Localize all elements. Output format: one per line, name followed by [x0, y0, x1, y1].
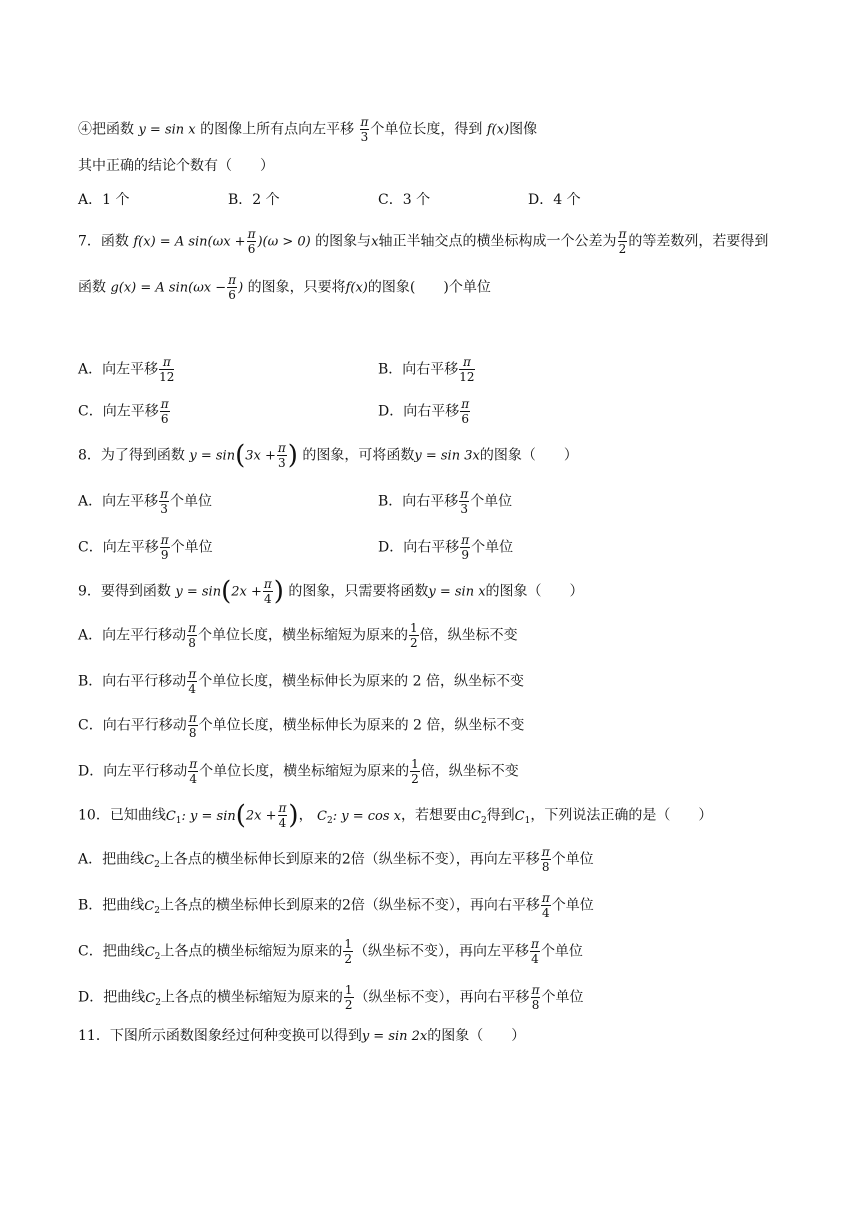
- q8-option-c: C．向左平移 $\frac{\pi}{9}$ 个单位: [78, 533, 213, 562]
- q10-option-a: A．把曲线$C_2$上各点的横坐标伸长到原来的2倍（纵坐标不变），再向左平移 $\frac{\pi}{8}$ 个单位: [78, 845, 594, 874]
- fraction: $\frac{\pi}{6}$: [160, 397, 169, 426]
- fraction: $\frac{\pi}{8}$: [188, 711, 197, 740]
- q9-option-d: D．向左平行移动 $\frac{\pi}{4}$ 个单位长度，横坐标缩短为原来的 $\frac{1}{2}$ 倍，纵坐标不变: [78, 757, 519, 786]
- q8-option-a: A．向左平移 $\frac{\pi}{3}$ 个单位: [78, 487, 213, 516]
- fraction: $\frac{\pi}{4}$: [263, 577, 272, 606]
- fraction: $\frac{\pi}{12}$: [159, 355, 175, 384]
- fraction: $\frac{\pi}{6}$: [461, 397, 470, 426]
- fraction: $\frac{\pi}{12}$: [459, 355, 475, 384]
- q7-option-d: D．向右平移 $\frac{\pi}{6}$: [378, 397, 470, 426]
- q10-option-c: C．把曲线$C_2$上各点的横坐标缩短为原来的 $\frac{1}{2}$ （纵坐标不变），再向左平移 $\frac{\pi}{4}$ 个单位: [78, 937, 583, 966]
- q7-option-a: A．向左平移 $\frac{\pi}{12}$: [78, 355, 175, 384]
- math-expr: y = sin: [175, 584, 222, 600]
- fraction: $\frac{\pi}{3}$: [277, 441, 286, 470]
- q6-option-c: C．3 个: [378, 192, 431, 208]
- fraction: $\frac{1}{2}$: [410, 621, 418, 650]
- math-expr: f(x) = A sin(ωx +: [133, 234, 246, 250]
- q7-option-c: C．向左平移 $\frac{\pi}{6}$: [78, 397, 169, 426]
- fraction: $\frac{\pi}{4}$: [541, 891, 550, 920]
- fraction: $\frac{\pi}{3}$: [360, 115, 369, 144]
- fraction: $\frac{\pi}{6}$: [247, 227, 256, 256]
- q8-option-b: B．向右平移 $\frac{\pi}{3}$ 个单位: [378, 487, 513, 516]
- math-expr: f(x): [486, 122, 510, 138]
- fraction: $\frac{\pi}{4}$: [531, 937, 539, 966]
- fraction: $\frac{\pi}{4}$: [189, 757, 198, 786]
- q9-option-a: A．向左平行移动 $\frac{\pi}{8}$ 个单位长度，横坐标缩短为原来的 $\frac{1}{2}$ 倍，纵坐标不变: [78, 621, 518, 650]
- q11-stem: 11．下图所示函数图象经过何种变换可以得到y = sin 2x的图象（ ）: [78, 1028, 526, 1044]
- q9-stem: 9．要得到函数 y = sin(2x + $\frac{\pi}{4}$ ) 的图象，只需要将函数y = sin x的图象（ ）: [78, 576, 584, 607]
- math-expr: y = sin: [189, 448, 236, 464]
- q7-option-b: B．向右平移 $\frac{\pi}{12}$: [378, 355, 475, 384]
- q9-option-b: B．向右平行移动 $\frac{\pi}{4}$ 个单位长度，横坐标伸长为原来的 2 倍，纵坐标不变: [78, 667, 524, 696]
- fraction: $\frac{\pi}{9}$: [160, 533, 169, 562]
- q9-option-c: C．向右平行移动 $\frac{\pi}{8}$ 个单位长度，横坐标伸长为原来的 2 倍，纵坐标不变: [78, 711, 525, 740]
- fraction: $\frac{\pi}{6}$: [228, 273, 237, 302]
- fraction: $\frac{1}{2}$: [344, 983, 353, 1012]
- fraction: $\frac{\pi}{8}$: [188, 621, 197, 650]
- q7-stem-line2: 函数 g(x) = A sin(ωx − $\frac{\pi}{6}$ ) 的图象，只要将f(x)的图象( )个单位: [78, 273, 491, 302]
- q6-option-d: D．4 个: [528, 192, 581, 208]
- q10-option-b: B．把曲线$C_2$上各点的横坐标伸长到原来的2倍（纵坐标不变），再向右平移 $\frac{\pi}{4}$ 个单位: [78, 891, 594, 920]
- q8-stem: 8．为了得到函数 y = sin(3x + $\frac{\pi}{3}$ ) 的图象，可将函数y = sin 3x的图象（ ）: [78, 440, 578, 471]
- q7-stem-line1: 7．函数 f(x) = A sin(ωx + $\frac{\pi}{6}$ )(ω > 0) 的图象与x轴正半轴交点的横坐标构成一个公差为 $\frac{\pi}{2}$ 的等差数列，若要得到: [78, 227, 769, 256]
- q8-option-d: D．向右平移 $\frac{\pi}{9}$ 个单位: [378, 533, 514, 562]
- q10-option-d: D．把曲线$C_2$上各点的横坐标缩短为原来的 $\frac{1}{2}$ （纵坐标不变），再向右平移 $\frac{\pi}{8}$ 个单位: [78, 983, 584, 1012]
- q6-option-a: A．1 个: [78, 192, 130, 208]
- fraction: $\frac{\pi}{3}$: [460, 487, 469, 516]
- q10-stem: 10．已知曲线$C_1$: y = sin(2x + $\frac{\pi}{4}$ )， $C_2$: y = cos x，若想要由$C_2$得到$C_1$，下列说法正确的是（ ）: [78, 800, 713, 831]
- q6-stem: 其中正确的结论个数有（ ）: [78, 158, 274, 174]
- fraction: $\frac{\pi}{8}$: [531, 983, 540, 1012]
- fraction: $\frac{\pi}{9}$: [461, 533, 470, 562]
- fraction: $\frac{\pi}{3}$: [160, 487, 169, 516]
- q6-option-b: B．2 个: [228, 192, 280, 208]
- q6-item4: ④把函数 y = sin x 的图像上所有点向左平移 $\frac{\pi}{3}$ 个单位长度，得到 f(x)图像: [78, 115, 538, 144]
- math-expr: g(x) = A sin(ωx −: [110, 280, 227, 296]
- math-expr: y = sin 2x: [361, 1029, 428, 1044]
- fraction: $\frac{\pi}{4}$: [188, 667, 197, 696]
- math-expr: y = sin x: [138, 122, 196, 138]
- fraction: $\frac{\pi}{2}$: [618, 227, 627, 256]
- fraction: $\frac{\pi}{4}$: [278, 801, 287, 830]
- fraction: $\frac{1}{2}$: [411, 757, 419, 786]
- fraction: $\frac{\pi}{8}$: [541, 845, 550, 874]
- fraction: $\frac{1}{2}$: [344, 937, 353, 966]
